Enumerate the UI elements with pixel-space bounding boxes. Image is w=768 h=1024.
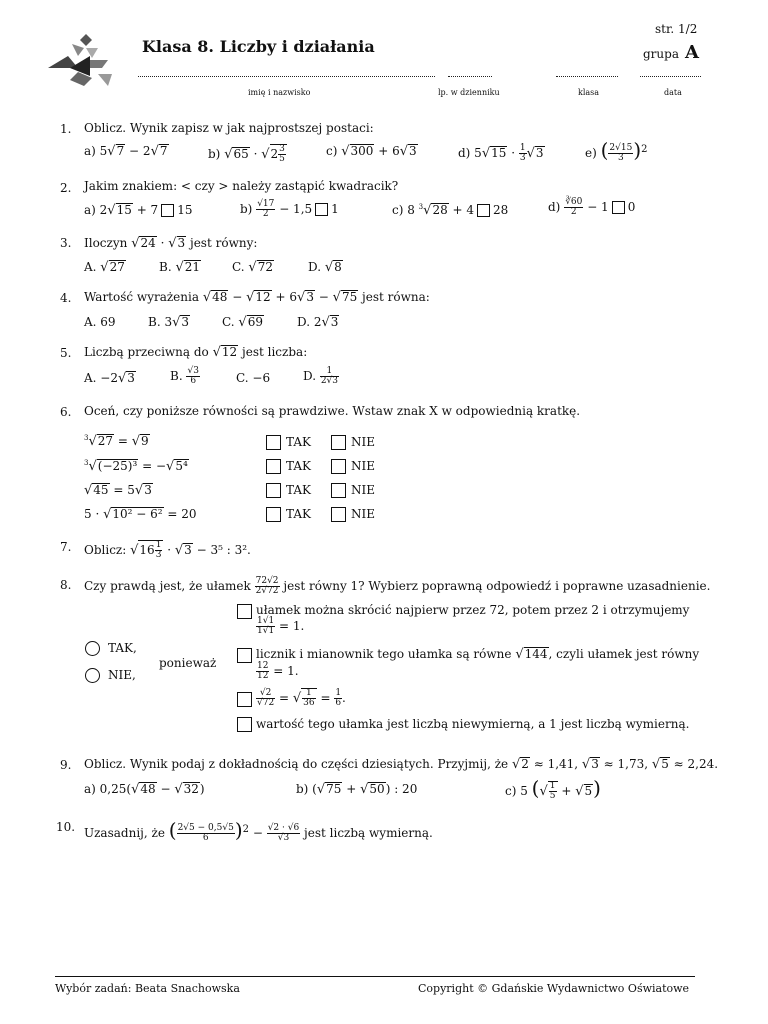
q4-b: B. 3√3 <box>148 315 190 330</box>
footer-divider <box>55 976 695 977</box>
q6-eq3: √45 = 5√3 <box>84 483 152 498</box>
q8-reason2-formula: $\frac{12}{12}$ = 1. <box>257 661 299 681</box>
q2-c-box[interactable] <box>477 204 490 217</box>
q2-d-box[interactable] <box>612 201 625 214</box>
q8-reason4-text: wartość tego ułamka jest liczbą niewymierną, a 1 jest liczbą wymierną. <box>256 717 690 731</box>
q8-reason3-box[interactable] <box>237 692 252 707</box>
q3-text: Iloczyn √24 · √3 jest równy: <box>84 236 258 251</box>
q3-d: D. √8 <box>308 260 342 275</box>
diary-number-label: lp. w dzienniku <box>438 88 500 97</box>
q8-number: 8. <box>60 578 72 592</box>
q8-text: Czy prawdą jest, że ułamek $\frac{72√2}{2√72}$ jest równy 1? Wybierz poprawną odpowiedź i poprawne uzasadnienie. <box>84 576 711 596</box>
q7-number: 7. <box>60 540 72 554</box>
q4-d: D. 2√3 <box>297 315 339 330</box>
q10-number: 10. <box>56 820 76 834</box>
footer-author: Wybór zadań: Beata Snachowska <box>55 982 240 995</box>
q6-2-yes-label: TAK <box>286 459 311 473</box>
q1-c: c) √300 + 6√3 <box>326 144 417 159</box>
q1-b: b) √65 · √2 $\frac{3}{5}$ <box>208 144 285 164</box>
q6-4-no-box[interactable] <box>331 507 346 522</box>
q2-text: Jakim znakiem: < czy > należy zastąpić kwadracik? <box>84 179 399 193</box>
q8-reason1-box[interactable] <box>237 604 252 619</box>
q3-a: A. √27 <box>84 260 125 275</box>
q5-d: D. $\frac{1}{2√3}$ <box>303 366 339 386</box>
q1-e: e) ( $\frac{2√15}{3}$ )$^2$ <box>585 138 648 163</box>
q8-reason2-box[interactable] <box>237 648 252 663</box>
diary-number-field[interactable] <box>448 76 492 77</box>
q3-number: 3. <box>60 236 72 250</box>
q5-b: B. $\frac{√3}{6}$ <box>170 366 199 386</box>
q2-d: d) $\frac{∛60}{2}$ − 1 0 <box>548 197 636 217</box>
q1-d: d) 5√15 · $\frac{1}{3}$ √3 <box>458 143 544 163</box>
q10-text: Uzasadnij, że ( $\frac{2√5 - 0,5√5}{6}$ )$^2$ − $\frac{√2 \cdot √6}{√3}$ jest liczbą wymierną. <box>84 818 433 843</box>
class-label: klasa <box>578 88 600 97</box>
q5-number: 5. <box>60 346 72 360</box>
q6-eq4: 5 · √10² − 6² = 20 <box>84 507 197 522</box>
q5-a: A. −2√3 <box>84 371 135 386</box>
q6-1-yes-box[interactable] <box>266 435 281 450</box>
q6-4-yes-label: TAK <box>286 507 311 521</box>
q6-4-yes-box[interactable] <box>266 507 281 522</box>
q8-no-label: NIE, <box>108 668 136 682</box>
q6-4-no-label: NIE <box>351 507 375 521</box>
q9-number: 9. <box>60 758 72 772</box>
q6-3-yes-label: TAK <box>286 483 311 497</box>
q8-reason4-box[interactable] <box>237 717 252 732</box>
q9-c: c) 5 (√ $\frac{1}{5}$ + √5) <box>505 776 601 801</box>
q6-2-yes-box[interactable] <box>266 459 281 474</box>
q8-because: ponieważ <box>159 656 217 670</box>
q6-number: 6. <box>60 405 72 419</box>
q8-no-radio[interactable] <box>85 668 100 683</box>
q4-c: C. √69 <box>222 315 263 330</box>
q8-yes-radio[interactable] <box>85 641 100 656</box>
q2-a: a) 2√15 + 7 15 <box>84 203 193 218</box>
date-label: data <box>664 88 682 97</box>
q3-c: C. √72 <box>232 260 273 275</box>
q6-3-no-label: NIE <box>351 483 375 497</box>
q8-reason1-formula: $\frac{1√1}{1√1}$ = 1. <box>257 616 305 636</box>
group-label: grupa A <box>643 42 699 63</box>
q5-c: C. −6 <box>236 371 271 385</box>
q4-number: 4. <box>60 291 72 305</box>
q6-eq2: $^3$√(−25)³ = −√5⁴ <box>84 459 188 474</box>
q8-reason3-formula: $\frac{√2}{√72}$ = √ $\frac{1}{36}$ = $\frac{1}{6}$ . <box>257 688 346 708</box>
q8-reason2-text: licznik i mianownik tego ułamka są równe √144, czyli ułamek jest równy <box>256 647 700 662</box>
q2-c: c) 8 $^3$√28 + 4 28 <box>392 203 509 218</box>
q6-eq1: $^3$√27 = √9 <box>84 434 149 449</box>
q9-b: b) (√75 + √50) : 20 <box>296 782 418 797</box>
q1-a: a) 5√7 − 2√7 <box>84 144 168 159</box>
q6-1-no-label: NIE <box>351 435 375 449</box>
q6-1-yes-label: TAK <box>286 435 311 449</box>
q1-text: Oblicz. Wynik zapisz w jak najprostszej postaci: <box>84 121 374 135</box>
q6-1-no-box[interactable] <box>331 435 346 450</box>
q8-reason1-text: ułamek można skrócić najpierw przez 72, potem przez 2 i otrzymujemy <box>256 603 690 617</box>
q5-text: Liczbą przeciwną do √12 jest liczba: <box>84 345 308 360</box>
q6-3-no-box[interactable] <box>331 483 346 498</box>
q2-a-box[interactable] <box>161 204 174 217</box>
q6-text: Oceń, czy poniższe równości są prawdziwe. Wstaw znak X w odpowiednią kratkę. <box>84 404 581 418</box>
name-label: imię i nazwisko <box>248 88 311 97</box>
worksheet-title: Klasa 8. Liczby i działania <box>142 37 375 56</box>
page-number: str. 1/2 <box>655 22 698 36</box>
class-field[interactable] <box>556 76 618 77</box>
q3-b: B. √21 <box>159 260 201 275</box>
q4-text: Wartość wyrażenia √48 − √12 + 6√3 − √75 jest równa: <box>84 290 430 305</box>
q6-2-no-box[interactable] <box>331 459 346 474</box>
q9-a: a) 0,25(√48 − √32) <box>84 782 205 797</box>
q1-number: 1. <box>60 122 72 136</box>
q2-number: 2. <box>60 181 72 195</box>
tangram-logo <box>48 34 114 88</box>
q6-3-yes-box[interactable] <box>266 483 281 498</box>
q8-yes-label: TAK, <box>108 641 137 655</box>
q2-b: b) $\frac{√17}{2}$ − 1,5 1 <box>240 199 339 219</box>
q4-a: A. 69 <box>84 315 116 329</box>
name-field[interactable] <box>138 76 435 77</box>
q6-2-no-label: NIE <box>351 459 375 473</box>
footer-copyright: Copyright © Gdańskie Wydawnictwo Oświatowe <box>418 982 690 995</box>
q7-text: Oblicz: √16 $\frac{1}{3}$ · √3 − 3⁵ : 3². <box>84 540 251 560</box>
group-letter: A <box>684 42 699 63</box>
date-field[interactable] <box>640 76 701 77</box>
q2-b-box[interactable] <box>315 203 328 216</box>
q9-text: Oblicz. Wynik podaj z dokładnością do części dziesiątych. Przyjmij, że √2 ≈ 1,41, √3 ≈ 1,73, √5 ≈ 2,24. <box>84 757 719 772</box>
